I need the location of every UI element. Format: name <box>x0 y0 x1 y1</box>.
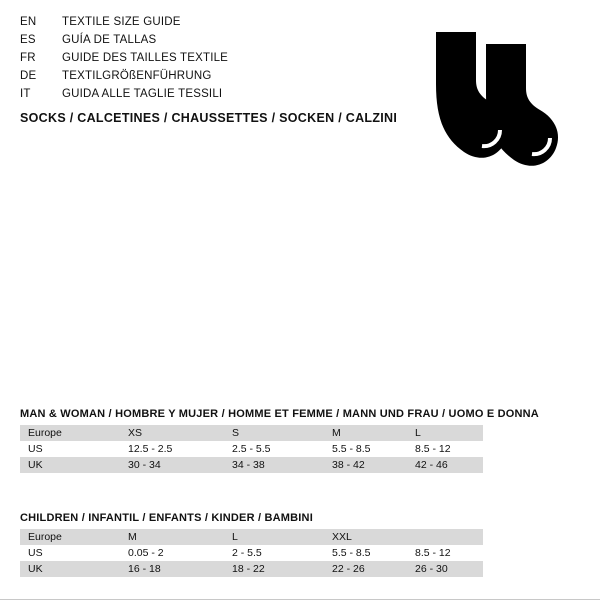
table-row <box>20 529 483 545</box>
page-title: SOCKS / CALCETINES / CHAUSSETTES / SOCKEN / CALZINI <box>20 111 398 125</box>
language-label: TEXTILGRÖßENFÜHRUNG <box>62 70 212 82</box>
table-cell: 5.5 - 8.5 <box>324 545 407 561</box>
table-cell: 30 - 34 <box>120 457 224 473</box>
table-cell: 38 - 42 <box>324 457 407 473</box>
language-row <box>20 16 380 34</box>
table-cell: 16 - 18 <box>120 561 224 577</box>
language-row <box>20 70 380 88</box>
adult-size-section <box>20 408 580 473</box>
language-code: IT <box>20 88 31 100</box>
table-cell <box>407 529 483 545</box>
table-row <box>20 561 483 577</box>
table-cell: 0.05 - 2 <box>120 545 224 561</box>
table-cell: 2.5 - 5.5 <box>224 441 324 457</box>
language-list <box>20 16 380 106</box>
table-row <box>20 425 483 441</box>
table-cell: 8.5 - 12 <box>407 441 483 457</box>
language-label: TEXTILE SIZE GUIDE <box>62 16 181 28</box>
language-code: FR <box>20 52 36 64</box>
table-cell: Europe <box>20 425 120 441</box>
language-row <box>20 34 380 52</box>
table-row <box>20 545 483 561</box>
language-code: ES <box>20 34 36 46</box>
table-cell: UK <box>20 457 120 473</box>
table-cell: XS <box>120 425 224 441</box>
language-row <box>20 88 380 106</box>
socks-illustration <box>410 14 570 174</box>
children-size-section <box>20 512 580 577</box>
adult-size-table <box>20 425 483 473</box>
adult-section-title: MAN & WOMAN / HOMBRE Y MUJER / HOMME ET FEMME / MANN UND FRAU / UOMO E DONNA <box>20 408 539 420</box>
language-code: EN <box>20 16 37 28</box>
table-cell: XXL <box>324 529 407 545</box>
table-cell: L <box>224 529 324 545</box>
table-cell: US <box>20 441 120 457</box>
language-row <box>20 52 380 70</box>
table-cell: 5.5 - 8.5 <box>324 441 407 457</box>
table-cell: US <box>20 545 120 561</box>
table-row <box>20 441 483 457</box>
table-cell: 42 - 46 <box>407 457 483 473</box>
table-cell: 8.5 - 12 <box>407 545 483 561</box>
table-cell: 34 - 38 <box>224 457 324 473</box>
language-label: GUIDE DES TAILLES TEXTILE <box>62 52 229 64</box>
table-cell: 26 - 30 <box>407 561 483 577</box>
table-cell: 2 - 5.5 <box>224 545 324 561</box>
table-cell: S <box>224 425 324 441</box>
table-cell: Europe <box>20 529 120 545</box>
table-row <box>20 457 483 473</box>
table-cell: L <box>407 425 483 441</box>
table-cell: UK <box>20 561 120 577</box>
language-label: GUIDA ALLE TAGLIE TESSILI <box>62 88 223 100</box>
children-section-title: CHILDREN / INFANTIL / ENFANTS / KINDER / BAMBINI <box>20 512 313 524</box>
language-code: DE <box>20 70 37 82</box>
children-size-table <box>20 529 483 577</box>
table-cell: 12.5 - 2.5 <box>120 441 224 457</box>
language-label: GUÍA DE TALLAS <box>62 34 157 46</box>
table-cell: M <box>120 529 224 545</box>
table-cell: 22 - 26 <box>324 561 407 577</box>
table-cell: M <box>324 425 407 441</box>
table-cell: 18 - 22 <box>224 561 324 577</box>
